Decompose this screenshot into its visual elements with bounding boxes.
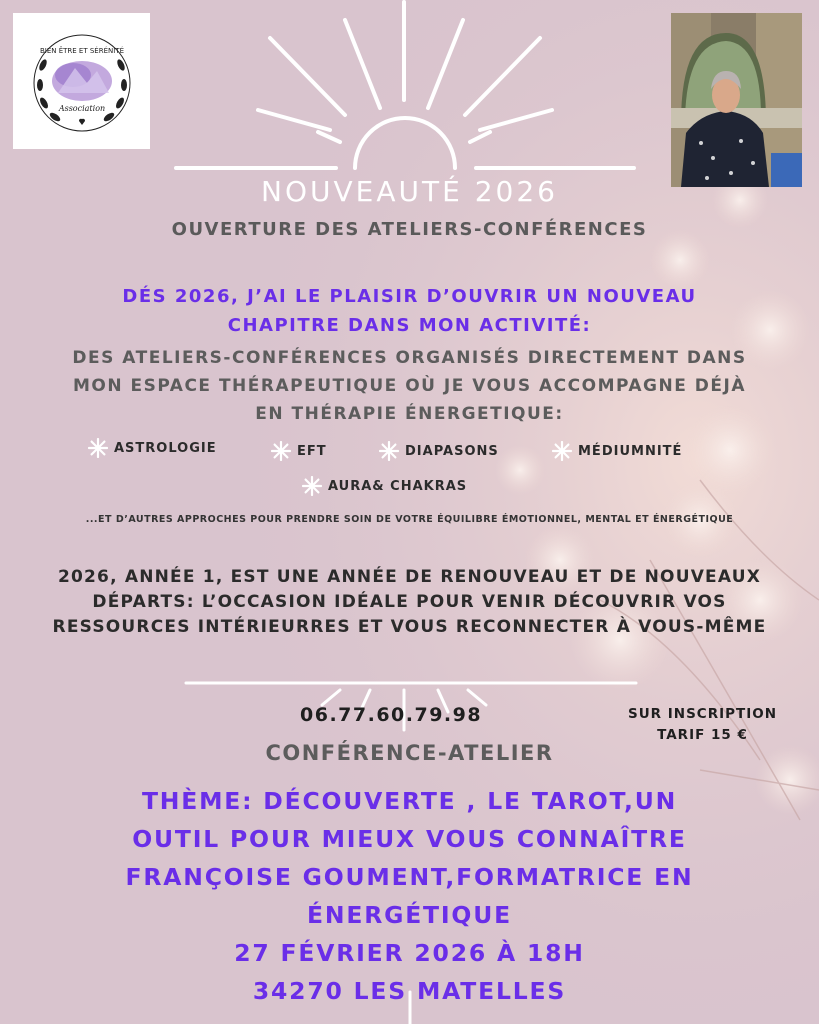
renouveau-line: DÉPARTS: L’OCCASION IDÉALE POUR VENIR DÉCOUVRIR VOS: [92, 592, 727, 612]
topic-label: AURA& CHAKRAS: [328, 478, 468, 494]
topic-label: EFT: [297, 443, 327, 459]
star-icon: [552, 441, 572, 461]
star-icon: [379, 441, 399, 461]
intro-violet: [0, 282, 819, 340]
phone-number: 06.77.60.79.98: [300, 704, 483, 726]
event-theme-line: OUTIL POUR MIEUX VOUS CONNAÎTRE: [132, 825, 687, 853]
other-approaches: ...ET D’AUTRES APPROCHES POUR PRENDRE SOIN DE VOTRE ÉQUILIBRE ÉMOTIONNEL, MENTAL ET ÉNERGÉTIQUE: [85, 514, 734, 525]
logo-wreath-icon: [13, 13, 150, 149]
intro-violet-line: DÉS 2026, J’AI LE PLAISIR D’OUVRIR UN NOUVEAU: [122, 286, 697, 307]
event-date: 27 FÉVRIER 2026 À 18H: [234, 939, 585, 967]
topic-label: MÉDIUMNITÉ: [578, 443, 683, 459]
renouveau-line: 2026, ANNÉE 1, EST UNE ANNÉE DE RENOUVEAU ET DE NOUVEAUX: [57, 567, 762, 587]
topic-label: DIAPASONS: [405, 443, 499, 459]
event-location: 34270 LES MATELLES: [252, 977, 567, 1005]
svg-text:Association: Association: [58, 104, 106, 113]
association-logo: [13, 13, 150, 149]
star-icon: [271, 441, 291, 461]
event-speaker-line: FRANÇOISE GOUMENT,FORMATRICE EN: [125, 863, 694, 891]
renouveau-text: [15, 565, 804, 640]
conference-title: CONFÉRENCE-ATELIER: [265, 741, 554, 765]
topic-item: [552, 441, 682, 461]
event-speaker-line: ÉNERGÉTIQUE: [307, 901, 512, 929]
topic-item: [271, 441, 327, 461]
topic-item: [302, 476, 467, 496]
inscription-label: SUR INSCRIPTION: [627, 706, 778, 722]
price-label: TARIF 15 €: [657, 727, 748, 743]
headline: NOUVEAUTÉ 2026: [261, 175, 558, 208]
event-details: [0, 782, 819, 1010]
inscription-info: [600, 704, 805, 746]
subtitle: OUVERTURE DES ATELIERS-CONFÉRENCES: [171, 219, 648, 240]
intro-grey-line: EN THÉRAPIE ÉNERGETIQUE:: [255, 404, 564, 424]
intro-grey-line: MON ESPACE THÉRAPEUTIQUE OÙ JE VOUS ACCOMPAGNE DÉJÀ: [73, 376, 746, 396]
portrait-photo: [671, 13, 802, 187]
star-icon: [302, 476, 322, 496]
renouveau-line: RESSOURCES INTÉRIEURRES ET VOUS RECONNECTER À VOUS-MÊME: [52, 617, 767, 637]
star-icon: [88, 438, 108, 458]
intro-grey: [20, 344, 799, 428]
event-theme-line: THÈME: DÉCOUVERTE , LE TAROT,UN: [141, 787, 678, 815]
intro-grey-line: DES ATELIERS-CONFÉRENCES ORGANISÉS DIRECTEMENT DANS: [72, 348, 747, 368]
svg-text:BIEN ÊTRE ET SÉRÉNITÉ: BIEN ÊTRE ET SÉRÉNITÉ: [39, 47, 125, 55]
topic-item: [379, 441, 499, 461]
intro-violet-line: CHAPITRE DANS MON ACTIVITÉ:: [227, 315, 592, 336]
topic-item: [88, 438, 217, 458]
topic-label: ASTROLOGIE: [114, 440, 217, 456]
